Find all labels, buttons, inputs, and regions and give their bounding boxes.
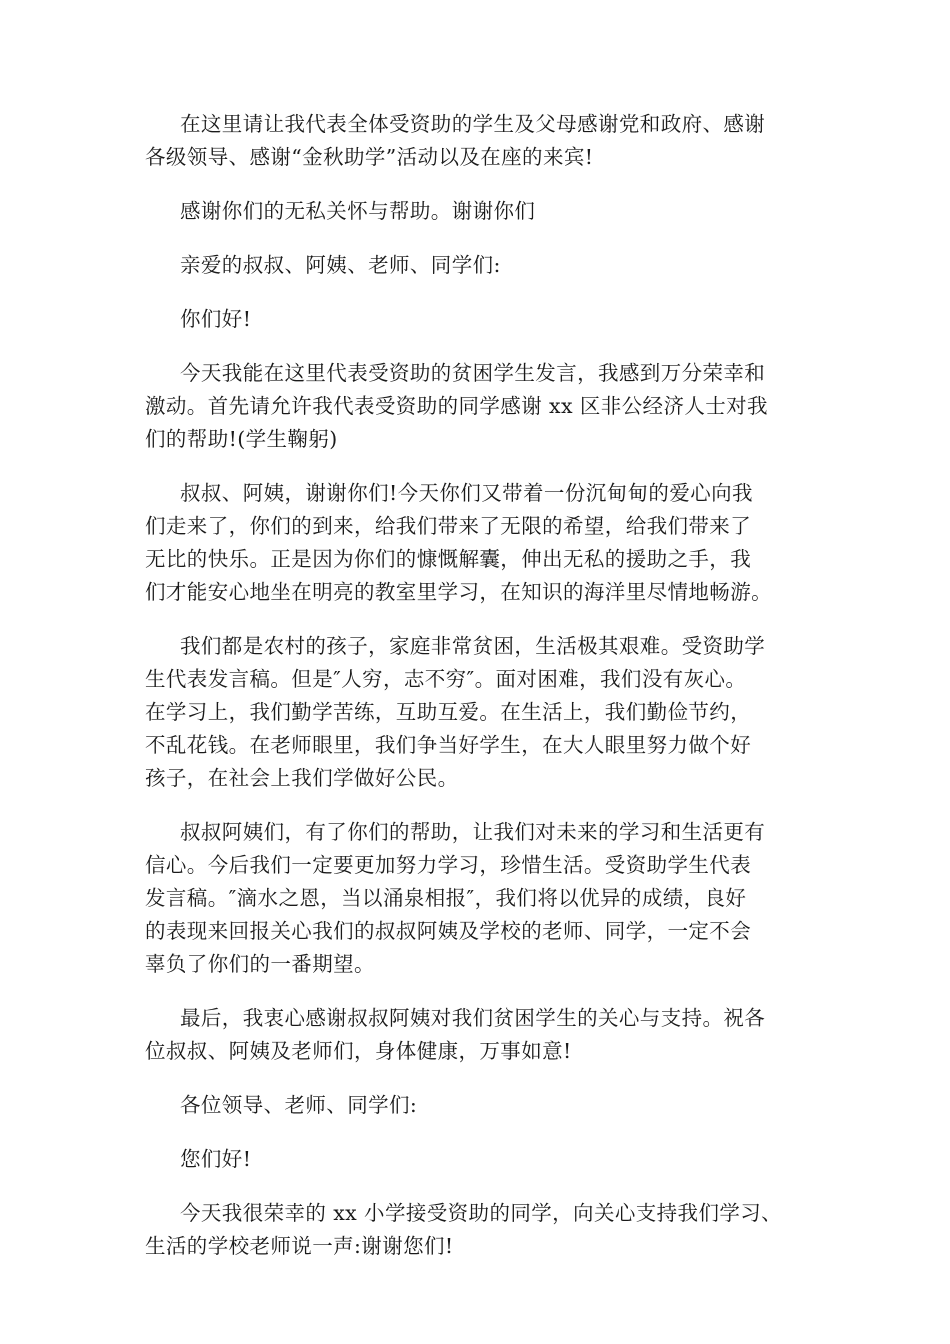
text-line: 今天我能在这里代表受资助的贫困学生发言，我感到万分荣幸和 — [180, 361, 766, 385]
text-line: 生代表发言稿。但是″人穷，志不穷″。面对困难，我们没有灰心。 — [145, 667, 747, 691]
text-line: 叔叔阿姨们，有了你们的帮助，让我们对未来的学习和生活更有 — [180, 820, 766, 844]
document-body — [145, 108, 825, 1284]
paragraph — [145, 1002, 825, 1068]
text-line: 的表现来回报关心我们的叔叔阿姨及学校的老师、同学，一定不会 — [145, 919, 752, 943]
salutation — [145, 1089, 825, 1122]
salutation — [145, 249, 825, 282]
greeting — [145, 303, 825, 336]
text-line: 我们都是农村的孩子，家庭非常贫困，生活极其艰难。受资助学 — [180, 634, 766, 658]
text-line: 信心。今后我们一定要更加努力学习，珍惜生活。受资助学生代表 — [145, 853, 752, 877]
text-line: 在这里请让我代表全体受资助的学生及父母感谢党和政府、感谢 — [180, 112, 766, 136]
paragraph — [145, 816, 825, 981]
text-line: 不乱花钱。在老师眼里，我们争当好学生，在大人眼里努力做个好 — [145, 733, 752, 757]
text-line: 位叔叔、阿姨及老师们，身体健康，万事如意! — [145, 1039, 572, 1063]
text-line: 在学习上，我们勤学苦练，互助互爱。在生活上，我们勤俭节约， — [145, 700, 752, 724]
text-line: 发言稿。″滴水之恩，当以涌泉相报″，我们将以优异的成绩，良好 — [145, 886, 747, 910]
text-line: 各位领导、老师、同学们: — [180, 1093, 418, 1117]
paragraph — [145, 630, 825, 795]
text-line: 感谢你们的无私关怀与帮助。谢谢你们 — [180, 199, 536, 223]
text-line: 生活的学校老师说一声:谢谢您们! — [145, 1234, 454, 1258]
text-line: 您们好! — [180, 1147, 252, 1171]
text-line: 你们好! — [180, 307, 252, 331]
text-line: 无比的快乐。正是因为你们的慷慨解囊，伸出无私的援助之手，我 — [145, 547, 752, 571]
text-line: 各级领导、感谢“金秋助学”活动以及在座的来宾! — [145, 145, 594, 169]
text-line: 们才能安心地坐在明亮的教室里学习，在知识的海洋里尽情地畅游。 — [145, 580, 772, 604]
paragraph — [145, 1197, 825, 1263]
text-line: 辜负了你们的一番期望。 — [145, 952, 375, 976]
paragraph — [145, 477, 825, 609]
paragraph — [145, 195, 825, 228]
paragraph — [145, 108, 825, 174]
greeting — [145, 1143, 825, 1176]
text-line: 叔叔、阿姨，谢谢你们!今天你们又带着一份沉甸甸的爱心向我 — [180, 481, 753, 505]
text-line: 最后，我衷心感谢叔叔阿姨对我们贫困学生的关心与支持。祝各 — [180, 1006, 766, 1030]
text-line: 亲爱的叔叔、阿姨、老师、同学们: — [180, 253, 501, 277]
text-line: 孩子，在社会上我们学做好公民。 — [145, 766, 459, 790]
text-line: 激动。首先请允许我代表受资助的同学感谢 xx 区非公经济人士对我 — [145, 394, 768, 418]
paragraph — [145, 357, 825, 456]
text-line: 们走来了，你们的到来，给我们带来了无限的希望，给我们带来了 — [145, 514, 752, 538]
text-line: 们的帮助!(学生鞠躬) — [145, 427, 338, 451]
text-line: 今天我很荣幸的 xx 小学接受资助的同学，向关心支持我们学习、 — [180, 1201, 783, 1225]
